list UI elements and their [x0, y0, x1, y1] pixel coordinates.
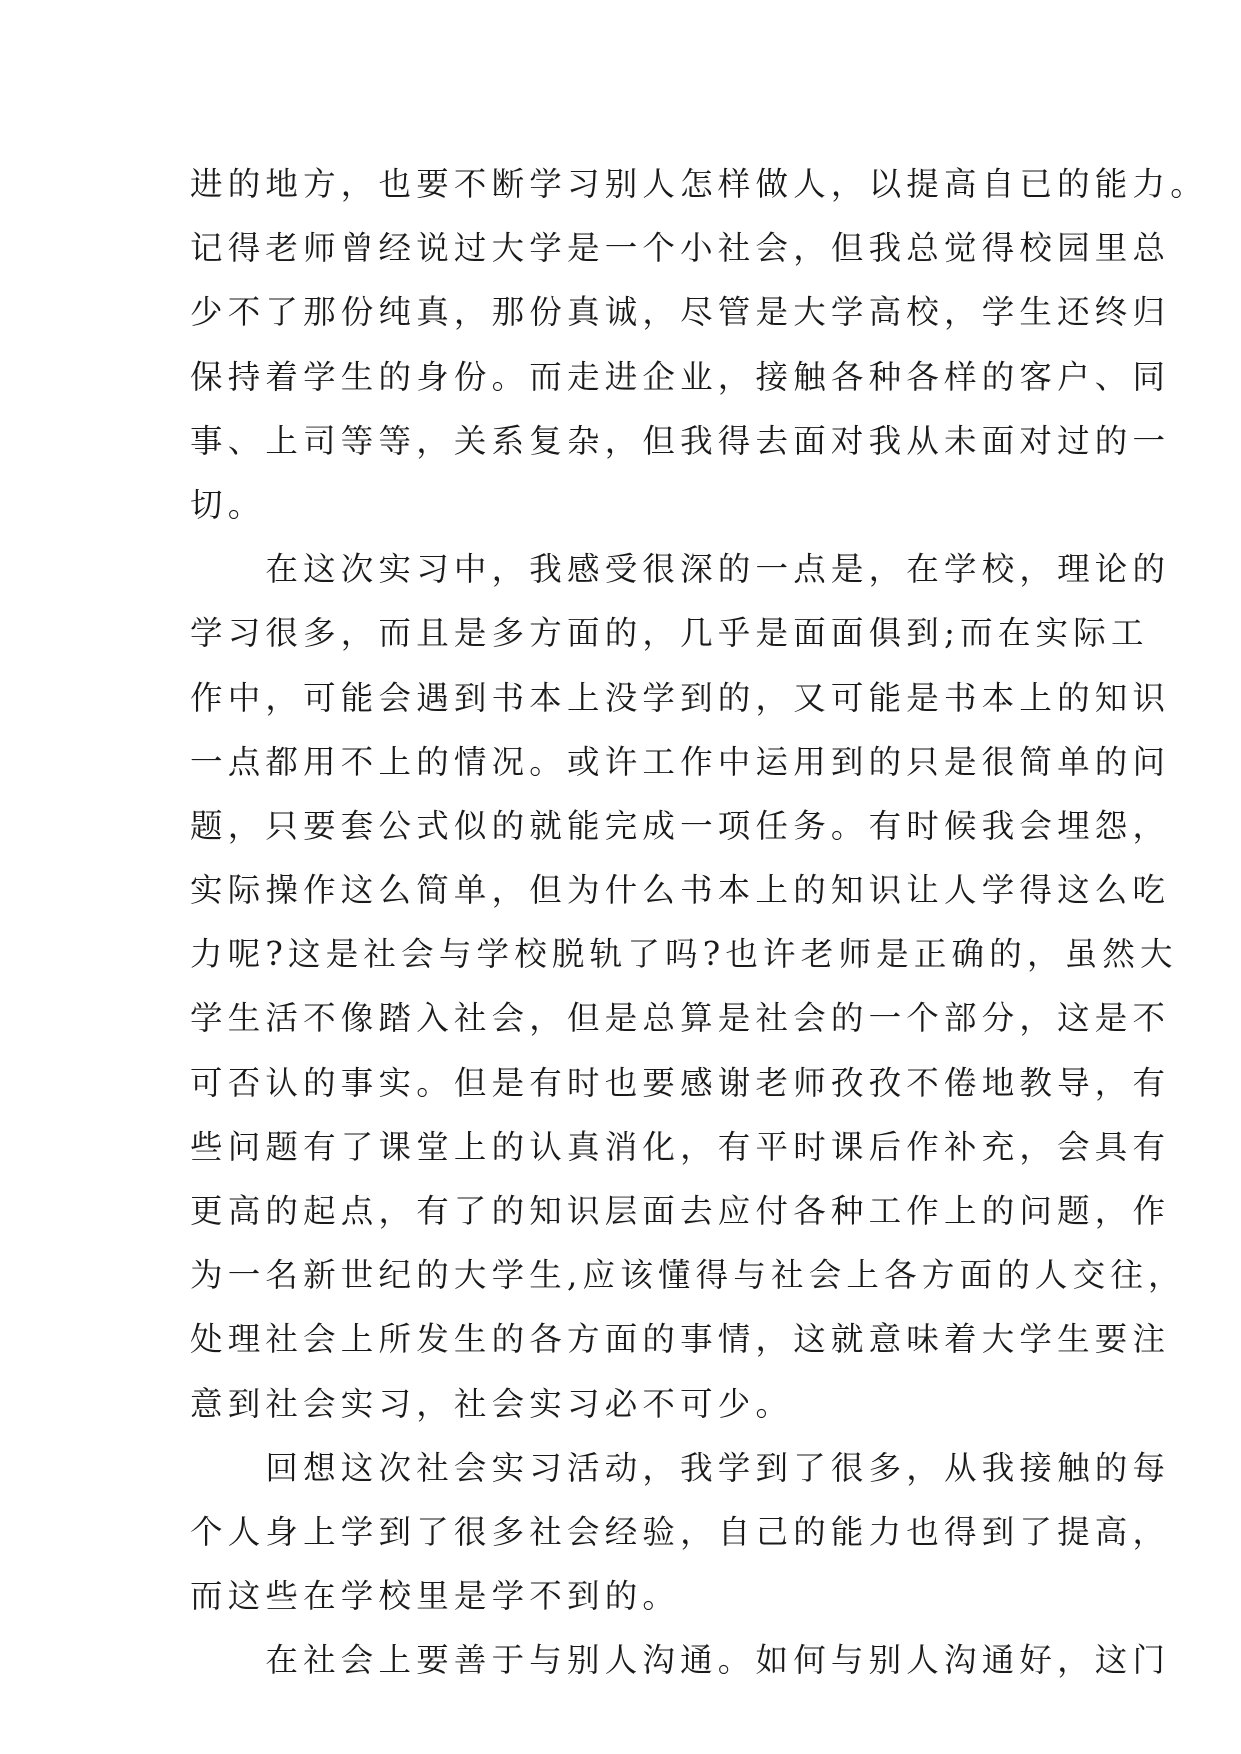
paragraph-2: [190, 537, 1186, 1436]
text-line: 而这些在学校里是学不到的。: [190, 1577, 681, 1616]
text-line: 意到社会实习，社会实习必不可少。: [190, 1384, 794, 1423]
text-line: 在社会上要善于与别人沟通。如何与别人沟通好，这门: [190, 1641, 1171, 1680]
text-line: 为一名新世纪的大学生,应该懂得与社会上各方面的人交往，: [190, 1256, 1186, 1295]
text-line: 保持着学生的身份。而走进企业，接触各种各样的客户、同: [190, 357, 1171, 396]
paragraph-4: [190, 1628, 1171, 1692]
text-line: 作中，可能会遇到书本上没学到的，又可能是书本上的知识: [190, 678, 1171, 717]
text-line: 力呢?这是社会与学校脱轨了吗?也许老师是正确的，虽然大: [190, 935, 1178, 974]
text-line: 实际操作这么简单，但为什么书本上的知识让人学得这么吃: [190, 871, 1171, 910]
text-line: 处理社会上所发生的各方面的事情，这就意味着大学生要注: [190, 1320, 1171, 1359]
text-line: 一点都用不上的情况。或许工作中运用到的只是很简单的问: [190, 742, 1171, 781]
text-line: 些问题有了课堂上的认真消化，有平时课后作补充，会具有: [190, 1127, 1171, 1166]
text-line: 切。: [190, 485, 266, 524]
text-line: 个人身上学到了很多社会经验，自己的能力也得到了提高，: [190, 1512, 1171, 1551]
text-line: 更高的起点，有了的知识层面去应付各种工作上的问题，作: [190, 1192, 1171, 1230]
text-line: 回想这次社会实习活动，我学到了很多，从我接触的每: [190, 1448, 1171, 1487]
text-line: 学习很多，而且是多方面的，几乎是面面俱到;而在实际工: [190, 614, 1149, 653]
text-line: 进的地方，也要不断学习别人怎样做人，以提高自已的能力。: [190, 165, 1208, 203]
text-line: 题，只要套公式似的就能完成一项任务。有时候我会埋怨，: [190, 806, 1171, 845]
text-line: 记得老师曾经说过大学是一个小社会，但我总觉得校园里总: [190, 229, 1171, 268]
text-line: 学生活不像踏入社会，但是总算是社会的一个部分，这是不: [190, 999, 1171, 1038]
text-line: 事、上司等等，关系复杂，但我得去面对我从未面对过的一: [190, 421, 1171, 460]
text-line: 在这次实习中，我感受很深的一点是，在学校，理论的: [190, 550, 1171, 589]
body-text: [190, 152, 1208, 1693]
text-line: 少不了那份纯真，那份真诚，尽管是大学高校，学生还终归: [190, 293, 1171, 332]
text-line: 可否认的事实。但是有时也要感谢老师孜孜不倦地教导，有: [190, 1063, 1171, 1102]
paragraph-1: [190, 152, 1208, 537]
paragraph-3: [190, 1436, 1171, 1629]
